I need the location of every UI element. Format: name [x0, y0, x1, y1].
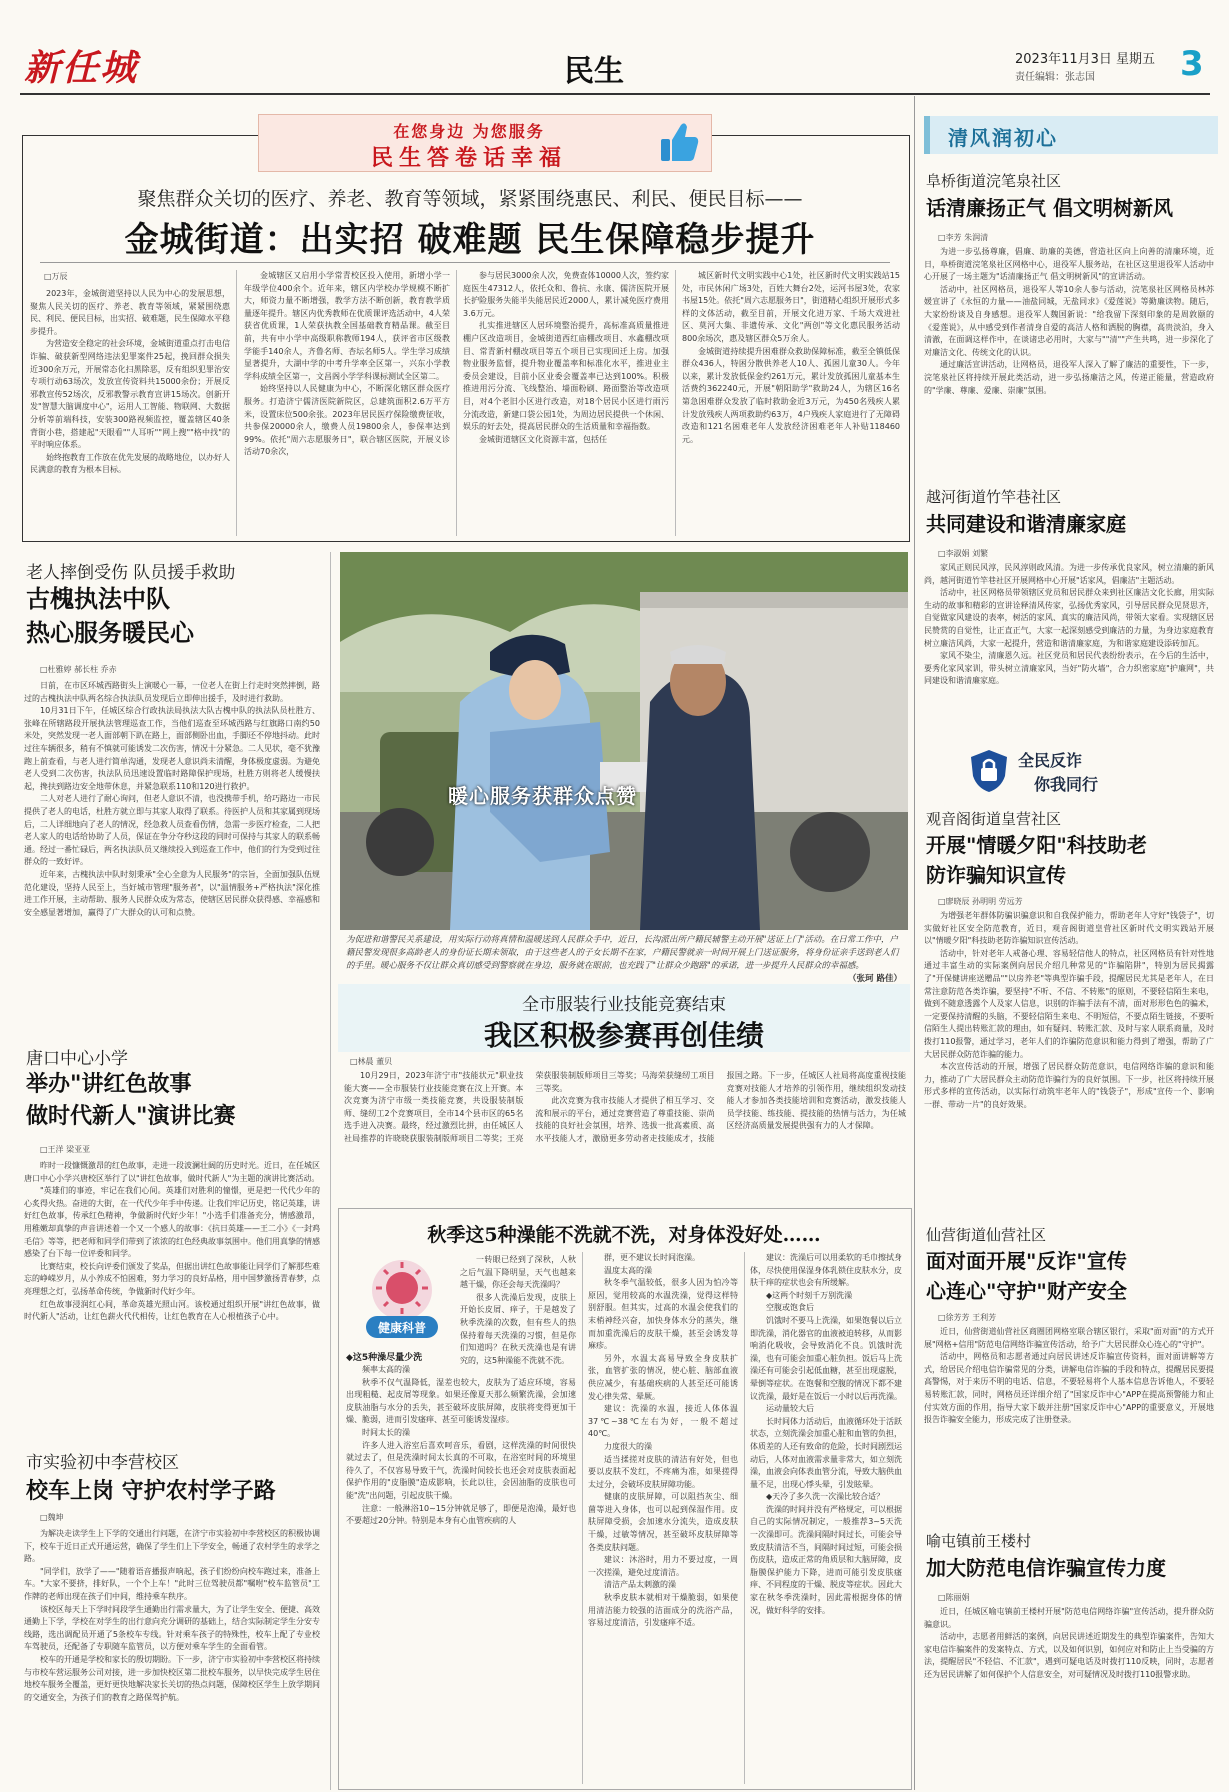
sidebar-s2-byline: □李淑娟 刘繁: [938, 549, 989, 558]
sidebar-s2-body: [924, 562, 1214, 732]
sidebar-s5-byline: □陈丽娟: [938, 1593, 970, 1602]
paragraph: 运动量较大后: [766, 1404, 814, 1414]
col-divider: [330, 552, 331, 1790]
sidebar-s3-headline: 开展"情暖夕阳"科技助老 防诈骗知识宣传: [926, 833, 1147, 887]
article-d-headline: 我区积极参赛再创佳绩: [483, 1019, 764, 1052]
paragraph: 力度很大的澡: [604, 1441, 652, 1451]
col-divider: [456, 270, 457, 536]
sidebar-banner-title: 清风润初心: [948, 126, 1058, 150]
paragraph: 群，更不建议长时间泡澡。: [604, 1253, 700, 1262]
col-divider: [675, 270, 676, 536]
article-e-subhead-1: ◆这5种澡尽量少洗: [346, 1353, 423, 1363]
paragraph: 金城街道辖区文化资源丰富，包括任: [479, 434, 607, 444]
paragraph: 饥饿时不要马上洗澡，如果饱餐以后立即洗澡，消化器官的血液被迫转移，从而影响消化吸收，会导致消化不良。饥饿时洗澡，也有可能会加重心脏负担。饭后马上洗澡还有可能会引起低血糖，甚至出现虚脱，晕倒等症状。在饱餐和空腹的情况下都不建议洗澡，最好是在饭后一小时以后再洗澡。: [750, 1315, 902, 1401]
article-e-headline: 秋季这5种澡能不洗就不洗，对身体没好处……: [427, 1224, 821, 1246]
article-c-headline: 校车上岗 守护农村学子路: [26, 1478, 276, 1504]
sidebar-s4-body: [924, 1326, 1214, 1512]
paragraph: 近日，仙营街道仙营社区商圈团网格室联合辖区银行，采取"面对面"的方式开展"网格+信用"防范电信网络诈骗宣传活动，给予广大居民群众心连心的"守护"。: [924, 1327, 1214, 1349]
paragraph: 为营造安全稳定的社会环境，金城街道重点打击电信诈骗、破获新型网络违法犯罪案件25起，挽回群众损失近300余万元，开展常态化扫黑除恶，反有组织犯罪治安专项行动63场次，发放宣传资料共15000余份；开展反邪教宣传52场次，反邪教警示教育宣讲15场次。创新开发"智慧大脑调度中心"，运用人工智能、物联网、大数据分析等前端科技，安装300路视频监控，覆盖辖区40条背街小巷，搭建起"天眼看""人耳听""网上搜""格中找"的平时响应体系。: [30, 339, 230, 450]
paragraph: ◆这两个时刻千万别洗澡: [766, 1290, 853, 1300]
article-c-kicker: 市实验初中李营校区: [26, 1453, 179, 1473]
paragraph: 校车的开通是学校和家长的殷切期盼。下一步，济宁市实验初中李营校区将持续与市校车营运服务公司对接，进一步加快校区第二批校车服务，以早快完成学生居住地校车服务全覆盖，更好更快地解决家长关切的热点问题，保障校区学生上放学期间的交通安全，为孩子们的教育之路保驾护航。: [24, 1654, 320, 1702]
sidebar-s5-body: [924, 1606, 1214, 1788]
col-divider: [582, 1252, 583, 1784]
health-badge-text: 健康科普: [377, 1321, 426, 1335]
article-d-byline: □林晨 董贝: [350, 1057, 393, 1066]
paragraph: ◆天冷了多久洗一次澡比较合适？: [766, 1492, 885, 1502]
paragraph: 活动中，网格员和志愿者通过向居民讲述反诈骗宣传资料，面对面讲解等方式，给居民介绍电信诈骗常见的分类，讲解电信诈骗的手段和特点，提醒居民要提高警惕，对于来历不明的电话、信息，不要轻易将个人基本信息告诉他人，不要轻易转账汇款，同时，网格员还详细介绍了"国家反诈中心"APP在提高预警能力和止付实效方面的作用，指导大家下载并注册"国家反诈中心"APP的重要意义，开展地报告诈骗安全能力，形成完成了注册登录。: [924, 1352, 1214, 1425]
article-d-body: [344, 1070, 906, 1200]
paragraph: 时间太长的澡: [362, 1427, 410, 1437]
sidebar-s4-kicker: 仙营街道仙营社区: [926, 1226, 1047, 1244]
paragraph: 建议：洗澡的水温，接近人体体温37℃~38℃左右为好，一般不超过40℃。: [588, 1404, 738, 1439]
banner-line1: 在您身边 为您服务: [393, 122, 545, 141]
paragraph: 为增强老年群体防骗识骗意识和自我保护能力，帮助老年人守好"钱袋子"，切实做好社区安全防范教育，近日，观音阁街道皇营社区新时代文明实践站开展以"情暖夕阳"科技助老防诈骗知识宣传活动。: [924, 911, 1214, 946]
paragraph: 秋季不仅气温降低，湿差也较大，皮肤为了适应环境，容易出现粗糙、起皮屑等现象。如果还像夏天那么频繁洗澡，会加速皮肤油脂与水分的丢失，甚至破坏皮肤屏障，皮肤将变得更加干燥、脆弱，进而引发瘙痒、甚至可能诱发湿疹。: [346, 1377, 576, 1425]
paragraph: 比赛结束，校长向评委们颁发了奖品，但据出讲红色故事能让同学们了解那些难忘的峥嵘岁月，从小养成不怕困难，努力学习的良好品格，用中国梦激扬青春梦，点亮理想之灯，弘扬革命传统，争做新时代好少年。: [24, 1261, 320, 1296]
paragraph: 秋季皮肤本就相对干燥脆弱，如果使用清洁能力较强的洁面成分的洗浴产品，容易过度清洁，引发瘙痒不适。: [588, 1593, 738, 1628]
anti-fraud-line2: 你我同行: [1034, 775, 1099, 794]
article-c-body: [24, 1528, 320, 1788]
paragraph: 长时间体力活动后，血液循环处于活跃状态，立刻洗澡会加重心脏和血管的负担，体质差的人还有致命的危险，长时间剧烈运动后，人体对血液需求量非常大，如立刻洗澡，血液会向体表血管分流，导致大脑供血量不足，出现心悸头晕，引发眩晕。: [750, 1416, 902, 1489]
paragraph: 2023年，金城街道坚持以人民为中心的发展思想，聚焦人民关切的医疗、养老、教育等领域，紧紧围绕惠民、利民、便民目标，出实招、破难题，民生保障水平稳步提升。: [30, 289, 230, 336]
lead-col-3: [463, 270, 669, 536]
paragraph: 10月31日下午，任城区综合行政执法局执法大队古槐中队的执法队员杜胜方、张峰在所辖路段开展执法管理巡查工作，当他们巡查至环城西路与红旗路口南约50米处，突然发现一老人面部朝下趴在路上，面部侧卧出血，手脚还不停地抖动。此时过往车辆很多，稍有不慎就可能诱发二次伤害，情况十分紧急。二人见状，毫不犹豫跑上前查看，与老人进行简单沟通，发现老人意识尚未清醒，身体极度虚弱。为避免老人受到二次伤害，执法队员迅速设置临时路障保护现场，杜胜方则将老人缓慢扶起，搀扶到路边安全地带休息，并紧急联系110和120进行救护。: [24, 706, 320, 791]
paragraph: 金城街道持续提升困难群众救助保障标准，截至全镇低保群众436人，特困分散供养老人10人、孤困儿童30人。今年以来，累计发放低保金约261万元，累计发放孤困儿童基本生活费约362240元，开展"朝阳助学"救助24人，为辖区16名第急困难群众发放了临时救助金近3万元，为450名残疾人累计发放残疾人两项救助约63万，4户残疾人家庭进行了无障碍改造和121名困难老年人发放经济困难老年人补贴118460元。: [682, 346, 900, 444]
paragraph: 参与居民3000余人次，免费查体10000人次，签约家庭医生47312人，依托众和、鲁抗、永康、儒济医院开展长护险服务失能半失能居民近2000人，累计减免医疗费用3.6万元。: [463, 271, 669, 318]
paragraph: 适当揉搓对皮肤的清洁有好处，但也要以皮肤不发红，不疼痛为准，如果搓得太过分，会破坏皮肤屏障功能。: [588, 1454, 738, 1489]
header-rule: [20, 93, 1210, 95]
sidebar-s1-headline: 话清廉扬正气 倡文明树新风: [926, 196, 1173, 220]
sidebar-s3-body: [924, 910, 1214, 1214]
paragraph: 活动中，针对老年人戒备心理、容易轻信他人的特点，社区网格员有针对性地通过丰富生动的实际案例向居民介绍几种常见的"诈骗陷阱"，特别为居民揭露了"开保健讲座送赠品""以房养老"等典型诈骗手段，提醒居民尤其是老年人，在日常注意防范各类诈骗，要坚持"不听、不信、不转账"的原则，不要轻信陌生来电，做到不随意透露个人及家人信息，识别的诈骗手法有不清，面对形形色色的骗术，一定要保持清醒的头脑，不要轻信陌生来电、不明短信，不要点陌生链接，不要听信陌生人提出转账汇款的理由，如有疑问、转账汇款、及时与家人联系商量，及时拨打110报警，通过学习，老年人们的诈骗防范意识和能力得到了增强，帮助了广大居民群众防范诈骗的能力。: [924, 948, 1214, 1059]
paragraph: 空腹或饱食后: [766, 1303, 814, 1313]
news-photo: [340, 552, 908, 930]
paragraph: 很多人洗澡后发现，皮肤上开始长皮屑、痒子，于是越发了秋季洗澡的次数，但有些人的热保持着每天洗澡的习惯，但是你们知道吗？在秋天洗澡也是有讲究的，这5种澡能不洗就不洗。: [460, 1292, 576, 1365]
paragraph: 清洁产品太刺激的澡: [604, 1580, 676, 1590]
lead-kicker: 聚焦群众关切的医疗、养老、教育等领域，紧紧围绕惠民、利民、便民目标——: [137, 188, 803, 210]
photo-caption: [346, 934, 902, 986]
article-e-col-1: [346, 1364, 576, 1784]
sidebar-s5-kicker: 喻屯镇前王楼村: [926, 1532, 1032, 1550]
lead-byline: □万辰: [44, 272, 68, 281]
sidebar-s3-byline: □廖晓辰 孙明明 劳远芳: [938, 897, 1023, 906]
article-a-kicker: 老人摔倒受伤 队员援手救助: [26, 563, 236, 583]
paragraph: 健康的皮肤屏障，可以阻挡灰尘、细菌等进入身体，也可以起到保湿作用。皮肤屏障受损，会加速水分流失，造成皮肤干燥，过敏等情况，甚至破坏皮肤屏障等各类皮肤问题。: [588, 1492, 738, 1552]
sidebar-s2-headline: 共同建设和谐清廉家庭: [926, 512, 1126, 536]
paragraph: 秋冬季气温较低，很多人因为怕冷等原因，觉用较高的水温洗澡，觉得这样特别舒服。但其实，过高的水温会使我们的末梢神经兴奋，加快身体水分的蒸失，继而加重洗澡后的皮肤干燥，甚至会诱发荨麻疹。: [588, 1278, 738, 1351]
lead-col-2: [244, 270, 450, 536]
anti-fraud-badge: [968, 746, 1118, 796]
sidebar-banner: [924, 116, 1218, 154]
paragraph: 频率太高的澡: [362, 1365, 410, 1374]
sidebar-s4-headline: 面对面开展"反诈"宣传 心连心"守护"财产安全: [926, 1249, 1127, 1303]
sidebar-s1-body: [924, 246, 1214, 472]
article-a-headline: 古槐执法中队 热心服务暖民心: [26, 584, 194, 647]
caption-credit: （张珂 路佳）: [848, 974, 902, 984]
paragraph: 活动中，社区网格员带领辖区党员和居民群众来到社区廉洁文化长廊，用实际生动的故事和精彩的宣讲诠释清风传家，弘扬优秀家风，引导居民群众见贤思齐，自觉做家风建设的表率，树活的家风、真实的廉洁风尚，带领大家看。实现辖区居民赞赏的自觉性，让正直正气，大家一起深刻感受到廉洁的力量，为身边家庭教育树立廉洁风尚，大家一起提升，营造和谐清廉家庭，为和谐家庭建设添砖加瓦。: [924, 588, 1214, 648]
col-divider: [744, 1252, 745, 1784]
issue-date: 2023年11月3日 星期五: [1015, 52, 1156, 67]
health-badge: [352, 1252, 452, 1344]
sidebar-s4-byline: □徐芳芳 王利芳: [938, 1313, 997, 1322]
caption-text: 为促进和谐警民关系建设，用实际行动将真情和温暖送到人民群众手中，近日，长沟派出所户籍民辅警主动开展"送证上门"活动。在日常工作中，户籍民警发现很多高龄老人的身份证长期未领取，由于这些老人的子女长期不在家，户籍民警就亲一时间开展上门送证服务，将身份证亲手送到老人们的手里。暖心服务不仅让群众真切感受到警察就在身边，服务就在眼前，也充践了"让群众少跑路"的承诺，进一步提升人民群众的幸福感。: [346, 935, 899, 971]
article-e-col-2: [588, 1252, 738, 1784]
article-b-byline: □王洋 梁亚亚: [40, 1145, 91, 1154]
paragraph: 该校区每天上下学时间段学生通勤出行需求量大，为了让学生安全、便捷、高效通勤上下学，学校在对学生的出行意向充分调研的基础上，结合实际制定学生分安专线路，选出调配员开通了5条校车专线。针对乘车孩子的特殊性，校车上配了专业校车驾驶员，还配备了专职随车监管员，以方便对乘车学生的全面看管。: [24, 1604, 320, 1652]
photo-overlay-text: 暖心服务获群众点赞: [448, 784, 637, 808]
article-e-intro: [460, 1254, 576, 1365]
paragraph: 红色故事浸润红心间，革命英雄光照山河。该校通过组织开展"讲红色故事，做时代新人"活动，让红色薪火代代相传，让红色教育在人心根植孩子心中。: [24, 1299, 320, 1322]
paragraph: 近年来，古槐执法中队时刻秉承"全心全意为人民服务"的宗旨，全面加强队伍规范化建设，坚持人民至上，当好城市管理"服务者"，以"温情服务+严格执法"深化推进工作开展，主动帮助、服务人民群众成为常态，使辖区居民群众获得感、幸福感和安全感显著增加，赢得了广大群众的认可和点赞。: [24, 869, 320, 917]
paragraph: 家风不染尘，清廉恩久远。社区党员和居民代表纷纷表示，在今后的生活中，要秀化家风家训，带头树立清廉家风，当好"防火墙"，合力织密家庭"护廉网"，共同建设和谐清廉家庭。: [924, 651, 1214, 686]
paragraph: 许多人进入浴室后喜欢呵音乐，看剧，这样洗澡的时间很快就过去了，但是洗澡时间太长真的不可取，在浴室时间的环境里待久了，不仅容易导致干气，洗澡时间较长也还会对皮肤表面起保护作用的"皮脂膜"造成影响，长此以往，会因油脂的皮肤也可能"洗"出问题，引起皮肤干燥。: [346, 1440, 576, 1500]
article-a-byline: □杜雅婷 郝长柱 乔赤: [40, 665, 117, 674]
paragraph: 一转眼已经到了深秋，人秋之后气温下降明显，天气也越来越干燥，你还会每天洗澡吗？: [460, 1255, 576, 1290]
lead-headline: 金城街道：出实招 破难题 民生保障稳步提升: [124, 220, 816, 260]
paragraph: 始终抱教育工作放在优先发展的战略地位，以办好人民满意的教育为根本目标。: [30, 452, 230, 475]
article-b-body: [24, 1160, 320, 1432]
paragraph: "同学们，放学了——"随着语音播报声响起，孩子们纷纷向校车跑过来，准备上车。"大家不要挤，排好队，一个个上车！"此时三位驾驶员都"嘱咐"校车监管员"工作牌的老师出现在孩子们中间，维持乘车秩序。: [24, 1566, 320, 1601]
sidebar-divider: [914, 96, 915, 1790]
paragraph: 本次宣传活动的开展，增强了居民群众防范意识，电信网络诈骗的意识和能力，推动了广大居民群众主动防范诈骗行为的良好氛围。下一步，社区将持续开展形式多样的宣传活动，以实际行动筑牢老年人的"钱袋子"，形成"宣传一个、影响一群、带动一片"的良好效果。: [924, 1062, 1214, 1109]
paragraph: 城区新时代文明实践中心1处，社区新时代文明实践站15处，市民休闲广场3处，百姓大舞台2处，运河书屋3处，农家书屋15处。依托"周六志愿服务日"，街道精心组织开展形式多样的文体活动，截至目前，开展文化进万家、千场大戏进社区、莫河大集、非遗传承、文化"两创"等文化惠民服务活动800余场次，惠及辖区群众5万余人。: [682, 271, 900, 343]
article-b-headline: 举办"讲红色故事 做时代新人"演讲比赛: [26, 1071, 236, 1129]
shield-lock-icon: [968, 748, 1010, 794]
sidebar-s1-kicker: 阜桥街道浣笔泉社区: [926, 172, 1062, 190]
article-c-byline: □魏坤: [40, 1513, 64, 1522]
anti-fraud-line1: 全民反诈: [1018, 751, 1083, 770]
paragraph: 二人对老人进行了耐心询问，但老人意识不清，也没携带手机，给巧路边一市民提供了老人的电话，杜胜方就立即与其家人取得了联系。待医护人员和其家属到现场后，二人详细地向了老人的情况，经急救人员查看伤情，急需一步医疗检查，二人把老人家人的电话给协助了人员，保证在争分夺秒这段的同时可保持与其家人的联系畅通。经过一番忙碌后，两名执法队员又继续投入到巡查工作中，他们的行为受到过往群众的一致好评。: [24, 794, 320, 867]
article-d-kicker: 全市服装行业技能竞赛结束: [522, 995, 726, 1015]
lead-col-1: [30, 288, 230, 536]
paragraph: 注意：一般淋浴10~15分钟就足够了，即便是泡澡，最好也不要超过20分钟。特别是本身有心血管疾病的人: [346, 1503, 576, 1526]
page-number: 3: [1180, 44, 1204, 84]
lead-divider: [40, 262, 890, 263]
paragraph: 金城辖区又启用小学常青校区投入使用，新增小学一年级学位400余个。近年来，辖区内学校办学规模不断扩大，师资力量不断增强，教学方法不断创新，教育教学质量逐年提升。辖区内优秀教师在优质课评选活动中，4人荣获省优质课，1人荣获执教全国基础教育精品课。截至目前，共有中小学中高级职称教师194人，获评省市区级教学能手140余人，齐鲁名师、杏坛名师5人。学生学习成绩显著提升，大湖中学的中考升学率全区第一，兴东小学教学科成绩全区第一，文昌阁小学学科课标测试全区第二。: [244, 271, 450, 381]
paragraph: 10月29日，2023年济宁市"技能状元"职业技能大赛——全市服装行业技能竞赛在汶上开赛。本次竞赛为济宁市级一类技能竞赛，共设服装制版师、缝纫工2个竞赛项目，全市14个县市区的65名选手进入决赛。最终，经过激烈比拼，由任城区人社局推荐的许晓晓获服装制版师项目二等奖；王亮荣获服装制版师项目三等奖；马海荣获缝纫工项目三等奖。: [344, 1071, 715, 1143]
paragraph: 始终坚持以人民健康为中心，不断深化辖区群众医疗服务。打造济宁儒济医院新院区，总建筑面积2.6万平方米，设置床位500余张。2023年居民医疗保险缴费征收，共参保20000余人，缴费人员19800余人，参保率达到99%。依托"周六志愿服务日"，联合辖区医院，开展义诊活动70余次，: [244, 384, 450, 457]
article-b-kicker: 唐口中心小学: [26, 1049, 128, 1069]
paragraph: 活动中，社区网格员，退役军人等10余人参与活动，浣笔泉社区网格员林苏媛宣讲了《永恒的力量——油盐同城，无盐同求》《爱莲说》等勤廉读物。随后，大家纷纷谈及自身感想。退役军人魏国新说："给我留下深刻印象的是周敦颐的《爱莲说》，从中感受到作者清身自爱的高洁人格和洒脱的胸襟，高贵淡泊，身入清澈，在面调这样作中，在谈诸忠必用时，大家与""清""产生共鸣，进一步深化了对廉洁文化、传统文化的认识。: [924, 284, 1214, 357]
sidebar-s1-byline: □李芳 朱润清: [938, 233, 989, 242]
paragraph: "英雄们的事迹，牢记在我们心间。英雄们对胜利的憧憬，更是把一代代少年的心炙得火热。奋进的大街，在一代代少年手中传递。让我们牢记历史，铭记英雄，讲好红色故事，传承红色精神，争做新时代好少年！"小选手们准备充分，情感激昂，用稚嫩却真挚的声音讲述着一个又一个感人的故事：《抗日英雄——王二小》《一封鸡毛信》等等，把老师和同学们带到了浓浓的红色经典故事氛围中。他们用真挚的情感感染了台下每一位评委和同学。: [24, 1186, 320, 1259]
paragraph: 家风正则民风淳，民风淳则政风清。为进一步传承优良家风，树立清廉的新风尚，越河街道竹竿巷社区开展网格中心开展"话家风，倡廉洁"主题活动。: [924, 563, 1214, 585]
newspaper-logo: 新任城: [24, 47, 139, 89]
paragraph: 另外，水温太高易导致全身皮肤扩张，血管扩张的情况，使心脏、脑部血液供应减少，有基础疾病的人甚至还可能诱发心律失常、晕厥。: [588, 1353, 738, 1401]
paragraph: 为进一步弘扬尊廉，倡廉、助廉的美德，营造社区向上向善的清廉环境，近日，阜桥街道浣笔泉社区网格中心，退役军人服务站，在社区这里退役军人活动中心开展了一场主题为"话清廉扬正气 倡文明树新风"的宣讲活动。: [924, 247, 1214, 282]
col-divider: [236, 270, 237, 536]
paragraph: 日前，在市区环城西路街头上演暖心一幕，一位老人在街上行走时突然摔倒，路过的古槐执法中队两名综合执法队员发现后立即伸出援手，及时进行救助。: [24, 681, 320, 703]
paragraph: 近日，任城区喻屯镇前王楼村开展"防范电信网络诈骗"宣传活动，提升群众防骗意识。: [924, 1607, 1214, 1629]
masthead: [0, 0, 1229, 95]
paragraph: 为解决走读学生上下学的交通出行问题，在济宁市实验初中李营校区的积极协调下，校车于近日正式开通运营，确保了学生们上下学安全，畅通了农村学生的求学之路。: [24, 1529, 320, 1564]
lead-col-4: [682, 270, 900, 536]
editor-credit: 责任编辑：张志国: [1015, 72, 1095, 83]
paragraph: 温度太高的澡: [604, 1265, 652, 1275]
banner: [258, 114, 712, 172]
banner-line2: 民生答卷话幸福: [370, 145, 567, 171]
sidebar-s5-headline: 加大防范电信诈骗宣传力度: [926, 1556, 1166, 1580]
paragraph: 活动中，志愿者用鲜活的案例，向居民讲述近期发生的典型诈骗案件，告知大家电信诈骗案件的发案特点、方式，以及如何识别，如何应对和防止上当受骗的方法，提醒居民"不轻信、不汇款"，遇到可疑电话及时拨打110反映，同时，志愿者还为居民讲解了如何保护个人信息安全，对可疑情况及时拨打110报警求助。: [924, 1632, 1214, 1679]
thumbs-up-icon: [657, 119, 701, 165]
article-a-body: [24, 680, 320, 1028]
paragraph: 此次竞赛为我市技能人才提供了相互学习、交流和展示的平台，通过竞赛营造了尊重技能、崇尚技能的良好社会氛围，培养、选拔一批高素质、高水平技能人才，激励更多劳动者走技能成才，技能报国之路。下一步，任城区人社局将高度重视技能竞赛对技能人才培养的引领作用，继续组织发动技能人才参加各类技能培训和竞赛活动，激发技能人员学技能、练技能、提技能的热情与活力，为任城区经济高质量发展提供强有力的人才保障。: [535, 1071, 906, 1143]
paragraph: 通过廉活宣讲活动，让网格员，退役军人深入了解了廉洁的重要性，下一步，浣笔泉社区将持续开展此类活动，进一步弘扬廉洁之风，传递正能量，营造政府的"学廉、尊廉、爱廉、崇廉"氛围。: [924, 360, 1214, 395]
paragraph: 建议：沐浴时，用力不要过度，一周一次搓澡，避免过度清洁。: [588, 1555, 738, 1577]
section-title: 民生: [564, 54, 624, 89]
paragraph: 昨时一段慷慨激昂的红色故事，走进一段波澜壮阔的历史时光。近日，在任城区唐口中心小学兴唐校区举行了以"讲红色故事，做时代新人"为主题的演讲比赛活动。: [24, 1161, 320, 1183]
sidebar-s2-kicker: 越河街道竹竿巷社区: [926, 488, 1062, 506]
sidebar-s3-kicker: 观音阁街道皇营社区: [926, 810, 1062, 828]
paragraph: 扎实推进辖区人居环境整治提升，高标准高质量推进棚户区改造项目，金城街道西红庙棚改项目、水鑫棚改项目、常青新村棚改项目等五个项目已实现回迁上房。加强物业服务监督，提升物业覆盖率和标准化水平，推进业主委员会建设，目前小区业委会覆盖率已达到100%。积极推进用污分流、飞线整治、墙面粉刷、路面整治等改造项目，对4个老旧小区进行改造，对18个居民小区进行雨污分流改造，新建口袋公园1处，为周边居民提供一个休闲、娱乐的好去处，提高居民群众的生活质量和幸福指数。: [463, 321, 669, 432]
paragraph: 洗澡的时间并没有严格规定，可以根据自己的实际情况制定，一般推荐3~5天洗一次澡即可。洗澡间隔时间过长，可能会导致皮肤清洁不当，间隔时间过短，可能会损伤皮肤，造成正常的角质层和大脑屏障，皮脂膜保护能力下降，进而可能引发皮肤瘙痒、不同程度的干燥、脱皮等症状。因此大家在秋冬季洗澡时，因此需根据身体的情况，做好科学的安排。: [750, 1504, 902, 1615]
paragraph: 建议：洗澡后可以用柔软的毛巾擦拭身体，尽快使用保湿身体乳锁住皮肤水分，皮肤干痒的症状也会有所缓解。: [750, 1253, 902, 1288]
article-e-col-3: [750, 1252, 902, 1784]
